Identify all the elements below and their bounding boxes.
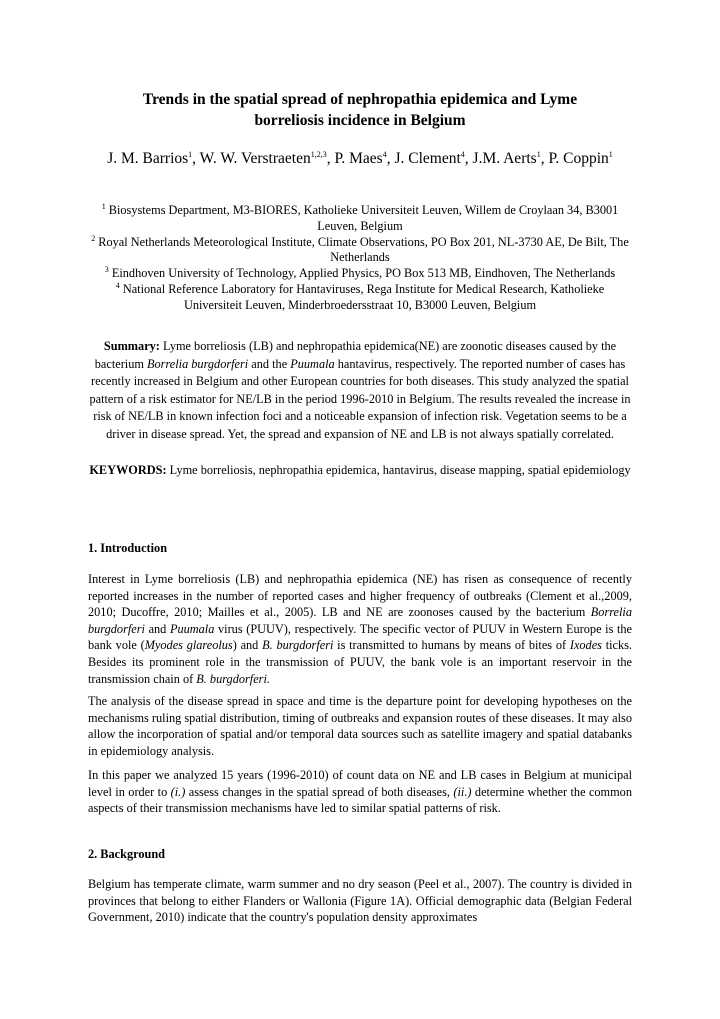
author-affil-ref: 4 [460, 149, 465, 159]
summary-paragraph [88, 338, 632, 443]
body-paragraph [88, 571, 632, 687]
affiliation [88, 203, 632, 235]
body-text-italic: Myodes glareolus [144, 638, 233, 653]
affiliation-list [88, 203, 632, 314]
affiliation-number: 2 [91, 233, 96, 243]
author-affil-ref: 1 [608, 149, 613, 159]
author-affil-ref: 1,2,3 [310, 149, 327, 159]
title-line-2: borreliosis incidence in Belgium [254, 112, 466, 129]
body-text: and [144, 621, 170, 636]
body-text: In this paper we analyzed 15 years (1996-2010) of count data on NE and LB cases in Belgium at municipal level in order to [88, 768, 632, 799]
affiliation-text: Biosystems Department, M3-BIORES, Katholieke Universiteit Leuven, Willem de Croylaan 34, B3001 Leuven, Belgium [108, 203, 619, 233]
body-text: assess changes in the spatial spread of both diseases, [185, 784, 454, 799]
paper-title [88, 89, 632, 131]
body-text: ) and [232, 638, 263, 653]
section-heading-introduction: 1. Introduction [88, 541, 168, 555]
body-text-italic: (i.) [170, 784, 186, 799]
body-text: determine whether the common aspects of their transmission mechanisms have led to similar spatial patterns of risk. [88, 784, 632, 816]
author-name: J.M. Aerts [472, 150, 537, 167]
affiliation-text: National Reference Laboratory for Hantaviruses, Rega Institute for Medical Research, Katholieke Universiteit Leuven, Minderbroedersstraat 10, B3000 Leuven, Belgium [122, 281, 605, 312]
keywords-paragraph [88, 462, 632, 480]
body-text: Interest in Lyme borreliosis (LB) and nephropathia epidemica (NE) has risen as consequence of recently reported increases in the number of reported cases and higher frequency of outbreaks (Clement et al.,2009, 2010; Ducoffre, 2010; Mailles et al., 2005). LB and NE are zoonoses caused by the bacterium [88, 572, 632, 620]
affiliation-text: Eindhoven University of Technology, Applied Physics, PO Box 513 MB, Eindhoven, The Netherlands [111, 266, 616, 281]
affiliation [88, 266, 632, 282]
author-name: P. Maes [334, 150, 383, 167]
summary-label: Summary: [103, 339, 160, 353]
title-line-1: Trends in the spatial spread of nephropathia epidemica and Lyme [142, 91, 578, 108]
summary-text: and the [248, 356, 291, 371]
affiliation-number: 4 [115, 280, 120, 290]
body-text-italic: Borrelia burgdorferi [88, 605, 632, 636]
affiliation-number: 1 [101, 201, 106, 211]
body-text-italic: Puumala [169, 621, 215, 636]
body-text-italic: B. burgdorferi [262, 638, 334, 653]
body-text-italic: Ixodes [569, 638, 602, 653]
author-list: J. M. Barrios$^1$, W. W. Verstraeten$^{1,2,3}$, P. Maes$^4$, J. Clement$^4$, J.M. Aerts$^1$, P. Coppin$^1$ [107, 149, 613, 167]
keywords-label: KEYWORDS: [89, 463, 167, 477]
body-paragraph: Belgium has temperate climate, warm summer and no dry season (Peel et al., 2007). The country is divided in provinces that belong to either Flanders or Wallonia (Figure 1A). Official demographic data (Belgian Federal Government, 2010) indicate that the country's population density approximates [88, 877, 632, 925]
author-affil-ref: 4 [382, 149, 387, 159]
body-paragraph: The analysis of the disease spread in space and time is the departure point for developing hypotheses on the mechanisms ruling spatial distribution, timing of outbreaks and expansion routes of these diseases. It may also allow the incorporation of spatial and/or temporal data sources such as satellite imagery and spatial databanks in epidemiology analysis. [88, 694, 632, 758]
affiliation-text: Royal Netherlands Meteorological Institute, Climate Observations, PO Box 201, NL-3730 AE, De Bilt, The Netherlands [98, 234, 629, 265]
affiliation [88, 235, 632, 267]
author-name: W. W. Verstraeten [199, 150, 311, 167]
summary-text: hantavirus, respectively. The reported number of cases has recently increased in Belgium and other European countries for both diseases. This study analyzed the spatial pattern of a risk estimator for NE/LB in the period 1996-2010 in Belgium. The results revealed the increase in risk of NE/LB in known infection foci and a noticeable expansion of infection risk. Vegetation seems to be a driver in disease spread. Yet, the spread and expansion of NE and LB is not always spatially correlated. [89, 356, 631, 441]
body-text: is transmitted to humans by means of bites of [333, 638, 570, 653]
section-heading-background: 2. Background [88, 847, 165, 861]
body-text-italic: (ii.) [453, 784, 472, 799]
summary-text: Lyme borreliosis (LB) and nephropathia epidemica(NE) are zoonotic diseases caused by the bacterium [94, 339, 617, 371]
body-text: ticks. Besides its prominent role in the transmission of PUUV, the bank vole is an important reservoir in the transmission chain of [88, 638, 633, 686]
summary-text-italic: Borrelia burgdorferi [147, 356, 249, 371]
author-name: P. Coppin [548, 150, 609, 167]
affiliation-number: 3 [104, 265, 109, 275]
affiliation [88, 282, 632, 314]
author-name: J. Clement [394, 150, 461, 167]
author-name: J. M. Barrios [107, 150, 189, 167]
body-text: virus (PUUV), respectively. The specific vector of PUUV in Western Europe is the bank vole ( [88, 621, 633, 653]
body-text-italic: B. burgdorferi. [196, 671, 270, 686]
author-affil-ref: 1 [536, 149, 541, 159]
body-paragraph [88, 767, 632, 817]
author-affil-ref: 1 [188, 149, 193, 159]
keywords-text: Lyme borreliosis, nephropathia epidemica, hantavirus, disease mapping, spatial epidemiology [166, 463, 631, 477]
summary-text-italic: Puumala [290, 356, 335, 371]
